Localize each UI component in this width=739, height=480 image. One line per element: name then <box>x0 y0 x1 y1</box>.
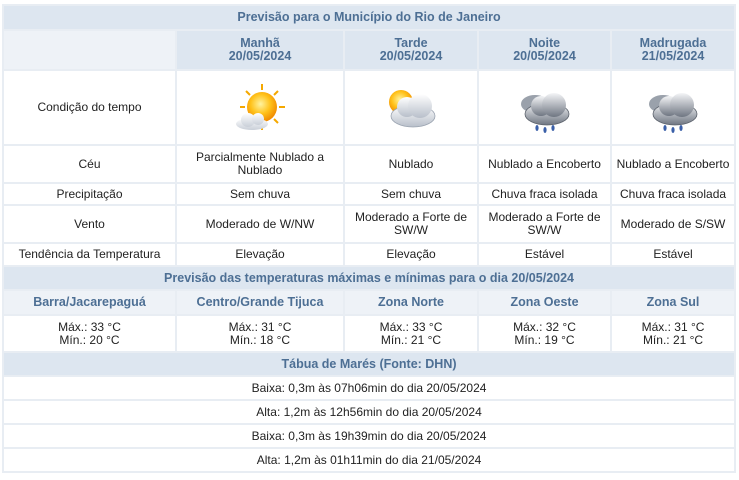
period-name: Noite <box>528 36 561 50</box>
vento-cell: Moderado de W/NW <box>176 205 344 243</box>
zone-name: Centro/Grande Tijuca <box>176 290 344 315</box>
tides-title: Tábua de Marés (Fonte: DHN) <box>3 352 735 376</box>
period-date: 20/05/2024 <box>379 49 443 63</box>
tendencia-cell: Estável <box>611 243 735 266</box>
max-temp: Máx.: 31 °C <box>641 319 705 334</box>
min-temp: Mín.: 20 °C <box>59 332 120 347</box>
period-header-noite <box>478 30 611 70</box>
max-temp: Máx.: 33 °C <box>379 319 443 334</box>
min-temp: Mín.: 21 °C <box>642 332 704 347</box>
period-date: 21/05/2024 <box>641 49 705 63</box>
tendencia-cell: Estável <box>478 243 611 266</box>
cloudy-rain-icon <box>641 80 705 136</box>
row-label-tendencia: Tendência da Temperatura <box>3 243 176 266</box>
condition-cell-manha <box>176 70 344 145</box>
vento-cell: Moderado a Forte de SW/W <box>344 205 478 243</box>
min-temp: Mín.: 21 °C <box>380 332 442 347</box>
condition-cell-tarde <box>344 70 478 145</box>
zone-name: Zona Norte <box>344 290 478 315</box>
partly-cloudy-sun-icon <box>228 80 292 136</box>
period-name: Madrugada <box>639 36 707 50</box>
zone-name: Barra/Jacarepaguá <box>3 290 176 315</box>
zone-temps-norte <box>344 315 478 352</box>
condition-cell-madrugada <box>611 70 735 145</box>
period-header-tarde <box>344 30 478 70</box>
ceu-cell: Nublado a Encoberto <box>478 145 611 183</box>
zone-temps-sul <box>611 315 735 352</box>
period-name: Manhã <box>240 36 280 50</box>
corner-empty-cell <box>3 30 176 70</box>
precipitacao-cell: Sem chuva <box>176 183 344 205</box>
zone-name: Zona Sul <box>611 290 735 315</box>
zone-temps-centro <box>176 315 344 352</box>
tide-entry: Baixa: 0,3m às 19h39min do dia 20/05/2024 <box>3 424 735 448</box>
zone-name: Zona Oeste <box>478 290 611 315</box>
vento-cell: Moderado a Forte de SW/W <box>478 205 611 243</box>
period-name: Tarde <box>394 36 428 50</box>
period-date: 20/05/2024 <box>513 49 576 63</box>
forecast-table <box>2 4 736 473</box>
ceu-cell: Nublado <box>344 145 478 183</box>
temps-title: Previsão das temperaturas máximas e mínimas para o dia 20/05/2024 <box>3 266 735 290</box>
precipitacao-cell: Chuva fraca isolada <box>611 183 735 205</box>
tide-entry: Alta: 1,2m às 12h56min do dia 20/05/2024 <box>3 400 735 424</box>
period-header-madrugada <box>611 30 735 70</box>
zone-temps-barra <box>3 315 176 352</box>
precipitacao-cell: Chuva fraca isolada <box>478 183 611 205</box>
row-label-vento: Vento <box>3 205 176 243</box>
row-label-ceu: Céu <box>3 145 176 183</box>
tendencia-cell: Elevação <box>344 243 478 266</box>
cloudy-sun-icon <box>379 80 443 136</box>
tendencia-cell: Elevação <box>176 243 344 266</box>
max-temp: Máx.: 32 °C <box>513 319 576 334</box>
max-temp: Máx.: 33 °C <box>58 319 121 334</box>
period-date: 20/05/2024 <box>228 49 292 63</box>
row-label-condicao: Condição do tempo <box>3 70 176 145</box>
zone-temps-oeste <box>478 315 611 352</box>
ceu-cell: Nublado a Encoberto <box>611 145 735 183</box>
row-label-precipitacao: Precipitação <box>3 183 176 205</box>
tide-entry: Alta: 1,2m às 01h11min do dia 21/05/2024 <box>3 448 735 472</box>
forecast-title: Previsão para o Município do Rio de Janeiro <box>3 5 735 30</box>
vento-cell: Moderado de S/SW <box>611 205 735 243</box>
max-temp: Máx.: 31 °C <box>228 319 292 334</box>
ceu-cell: Parcialmente Nublado a Nublado <box>176 145 344 183</box>
period-header-manha <box>176 30 344 70</box>
tide-entry: Baixa: 0,3m às 07h06min do dia 20/05/2024 <box>3 376 735 400</box>
precipitacao-cell: Sem chuva <box>344 183 478 205</box>
cloudy-rain-icon <box>513 80 577 136</box>
condition-cell-noite <box>478 70 611 145</box>
min-temp: Mín.: 18 °C <box>229 332 291 347</box>
min-temp: Mín.: 19 °C <box>514 332 575 347</box>
